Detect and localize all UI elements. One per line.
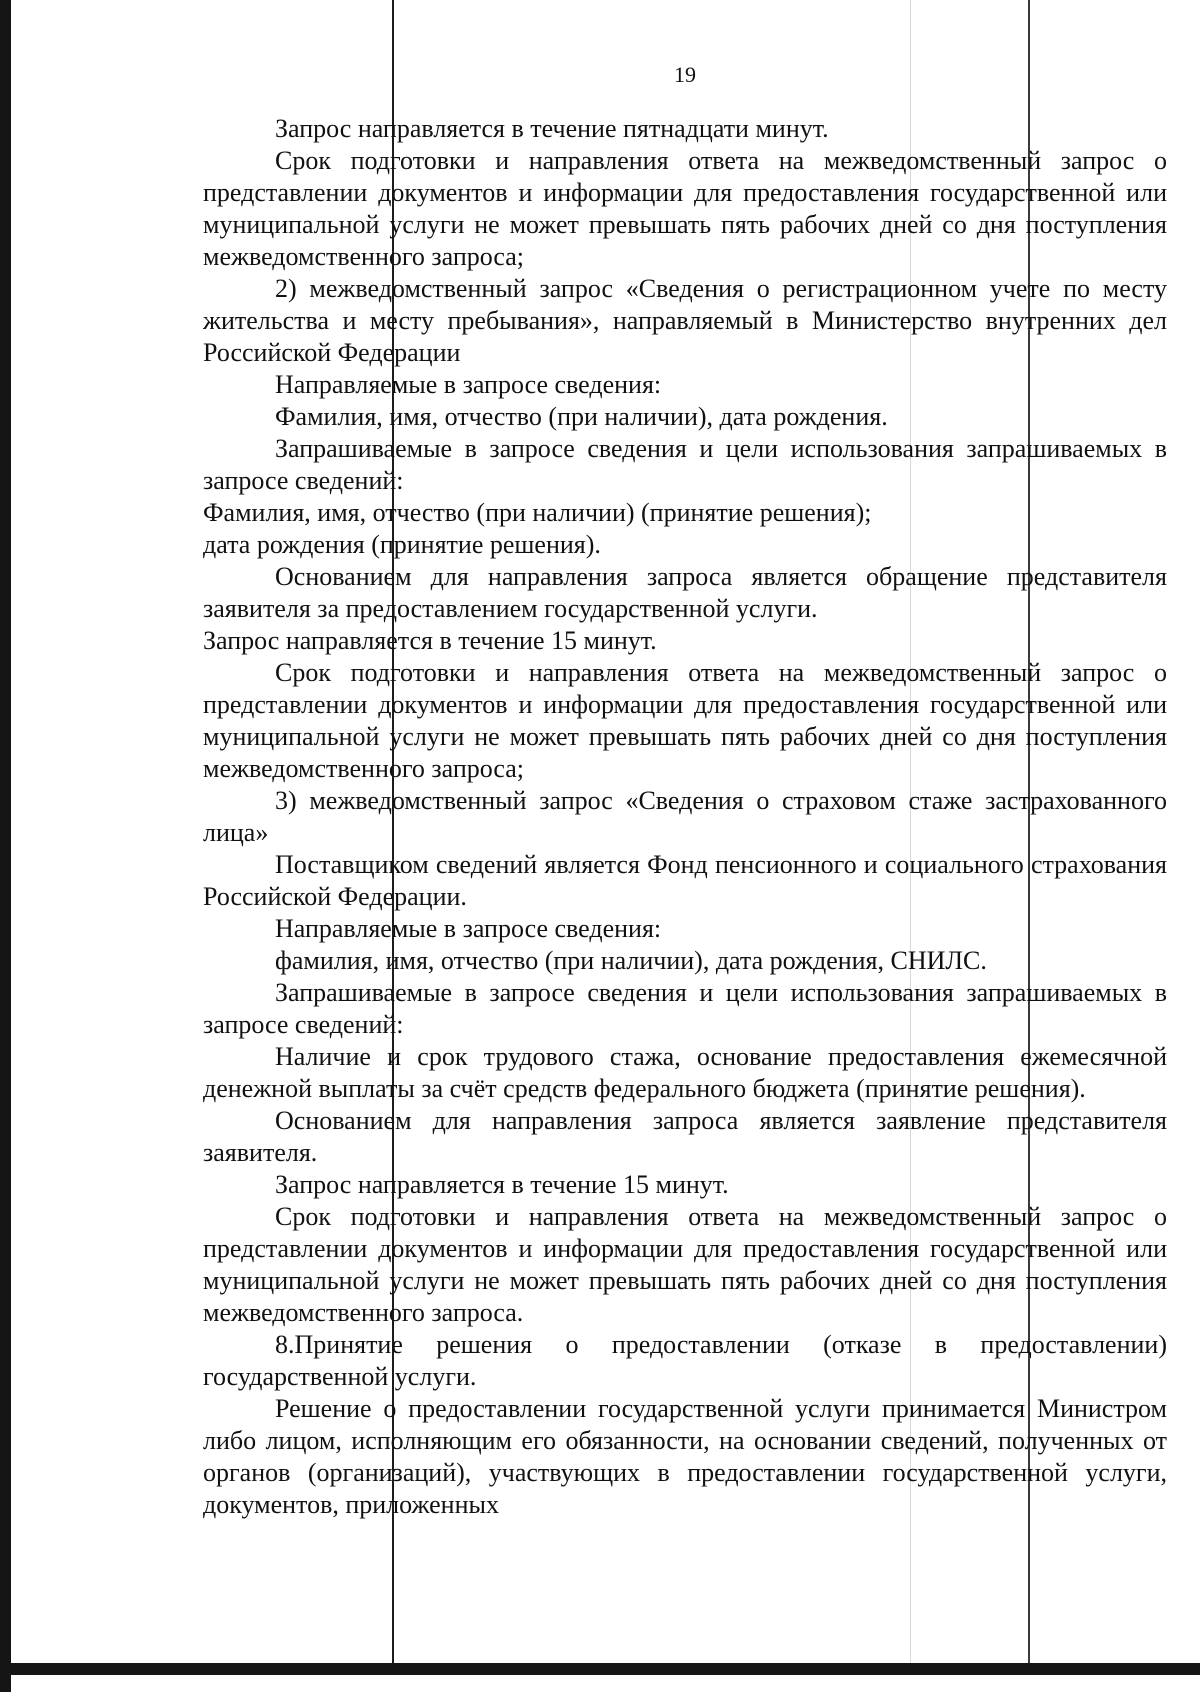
paragraph: дата рождения (принятие решения). bbox=[203, 530, 601, 559]
paragraph: Запрос направляется в течение 15 минут. bbox=[203, 626, 657, 655]
paragraph: Направляемые в запросе сведения: bbox=[275, 914, 662, 943]
scan-edge-bottom bbox=[0, 1663, 1200, 1675]
paragraph: 2) межведомственный запрос «Сведения о регистрационном учете по месту жительства и месту пребывания», направляемый в Министерство внутренних дел Российской Федерации bbox=[203, 274, 1167, 367]
paragraph: Фамилия, имя, отчество (при наличии) (принятие решения); bbox=[203, 498, 872, 527]
paragraph: Срок подготовки и направления ответа на межведомственный запрос о представлении документов и информации для предоставления государственной или муниципальной услуги не может превышать пять рабочих дней со дня поступления межведомственного запроса. bbox=[203, 1202, 1167, 1327]
paragraph: Запрос направляется в течение пятнадцати минут. bbox=[275, 114, 829, 143]
paragraph: Основанием для направления запроса является обращение представителя заявителя за предоставлением государственной услуги. bbox=[203, 562, 1167, 623]
paragraph: фамилия, имя, отчество (при наличии), дата рождения, СНИЛС. bbox=[275, 946, 987, 975]
paragraph: Поставщиком сведений является Фонд пенсионного и социального страхования Российской Федерации. bbox=[203, 850, 1167, 911]
document-body bbox=[203, 113, 1167, 1521]
paragraph: Срок подготовки и направления ответа на межведомственный запрос о представлении документов и информации для предоставления государственной или муниципальной услуги не может превышать пять рабочих дней со дня поступления межведомственного запроса; bbox=[203, 146, 1167, 271]
paragraph: Запрашиваемые в запросе сведения и цели использования запрашиваемых в запросе сведений: bbox=[203, 978, 1167, 1039]
scan-edge-left bbox=[0, 0, 11, 1692]
paragraph: Запрашиваемые в запросе сведения и цели использования запрашиваемых в запросе сведений: bbox=[203, 434, 1167, 495]
paragraph: Основанием для направления запроса является заявление представителя заявителя. bbox=[203, 1106, 1167, 1167]
paragraph: Срок подготовки и направления ответа на межведомственный запрос о представлении документов и информации для предоставления государственной или муниципальной услуги не может превышать пять рабочих дней со дня поступления межведомственного запроса; bbox=[203, 658, 1167, 783]
page-number: 19 bbox=[674, 62, 696, 87]
paragraph: Решение о предоставлении государственной услуги принимается Министром либо лицом, исполняющим его обязанности, на основании сведений, полученных от органов (организаций), участвующих в предоставлении государственной услуги, документов, приложенных bbox=[203, 1394, 1167, 1519]
paragraph: Запрос направляется в течение 15 минут. bbox=[275, 1170, 729, 1199]
paragraph: Направляемые в запросе сведения: bbox=[275, 370, 662, 399]
paragraph: 3) межведомственный запрос «Сведения о страховом стаже застрахованного лица» bbox=[203, 786, 1167, 847]
paragraph: Фамилия, имя, отчество (при наличии), дата рождения. bbox=[275, 402, 888, 431]
paragraph: Наличие и срок трудового стажа, основание предоставления ежемесячной денежной выплаты за счёт средств федерального бюджета (принятие решения). bbox=[203, 1042, 1167, 1103]
paragraph: 8.Принятие решения о предоставлении (отказе в предоставлении) государственной услуги. bbox=[203, 1330, 1167, 1391]
